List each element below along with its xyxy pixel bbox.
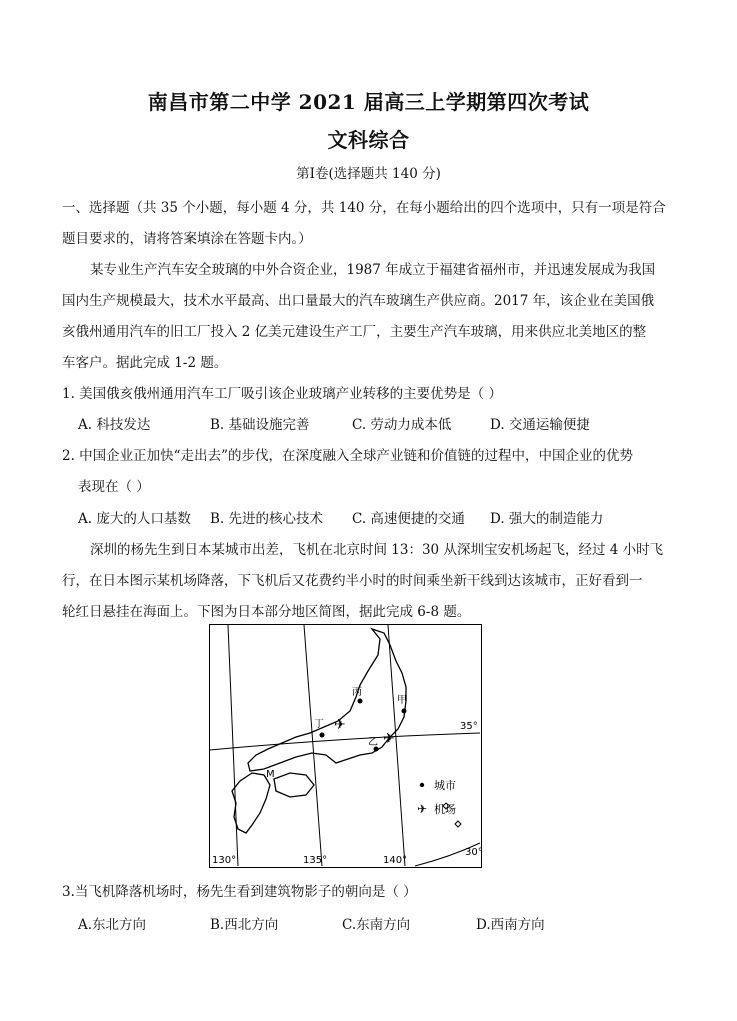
longitude-line-135: [304, 625, 322, 866]
q2-option-c: C. 高速便捷的交通: [352, 511, 465, 527]
q2-stem-line-2: 表现在（ ）: [78, 479, 150, 495]
q2-option-a: A. 庞大的人口基数: [78, 511, 191, 527]
q3-option-b: B.西北方向: [210, 917, 279, 933]
shikoku-island: [274, 773, 314, 797]
legend-airport-label: 机场: [434, 803, 456, 816]
city-ding-dot: [320, 733, 325, 738]
label-lon-130: 130°: [212, 855, 237, 866]
label-lat-30: 30°: [465, 847, 483, 858]
label-lat-35: 35°: [460, 721, 478, 732]
legend-city-label: 城市: [434, 779, 456, 792]
latitude-line-35: [210, 733, 480, 750]
instructions-line-2: 题目要求的，请将答案填涂在答题卡内。）: [62, 231, 312, 247]
passage1-line-2: 国内生产规模最大，技术水平最高、出口量最大的汽车玻璃生产供应商。2017 年，该企业在美国俄: [62, 293, 655, 309]
label-yi: 乙: [368, 737, 378, 748]
label-jia: 甲: [397, 695, 407, 706]
japan-map-svg: [210, 625, 483, 866]
legend-airport-icon: ✈: [417, 802, 428, 816]
q2-stem-line-1: 2. 中国企业正加快“走出去”的步伐，在深度融入全球产业链和价值链的过程中，中国企业的优势: [62, 448, 633, 464]
q2-option-b: B. 先进的核心技术: [210, 511, 324, 527]
passage2-line-1: 深圳的杨先生到日本某城市出差，飞机在北京时间 13：30 从深圳宝安机场起飞，经过 4 小时飞: [90, 542, 664, 558]
kyushu-island: [232, 773, 270, 833]
passage1-line-1: 某专业生产汽车安全玻璃的中外合资企业，1987 年成立于福建省福州市，并迅速发展成为我国: [90, 262, 656, 278]
honshu-island: [248, 629, 406, 771]
instructions-line-1: 一、选择题（共 35 个小题，每小题 4 分，共 140 分，在每小题给出的四个选项中，只有一项是符合: [62, 200, 666, 216]
q1-option-c: C. 劳动力成本低: [352, 417, 452, 433]
label-m: M: [266, 769, 275, 780]
longitude-line-130: [228, 625, 238, 866]
q2-option-d: D. 强大的制造能力: [490, 511, 604, 527]
passage1-line-3: 亥俄州通用汽车的旧工厂投入 2 亿美元建设生产工厂，主要生产汽车玻璃，用来供应北美地区的整: [62, 324, 647, 340]
q3-option-a: A.东北方向: [78, 917, 147, 933]
small-island: [455, 821, 461, 827]
label-lon-135: 135°: [303, 855, 328, 866]
japan-map: [209, 624, 482, 868]
city-bing-dot: [358, 699, 363, 704]
q1-option-d: D. 交通运输便捷: [490, 417, 590, 433]
q1-stem: 1. 美国俄亥俄州通用汽车工厂吸引该企业玻璃产业转移的主要优势是（ ）: [62, 386, 502, 402]
airport-icon: ✈: [383, 731, 395, 747]
q3-option-c: C.东南方向: [342, 917, 411, 933]
legend-city-dot: [420, 783, 424, 787]
passage2-line-2: 行，在日本图示某机场降落，下飞机后又花费约半小时的时间乘坐新干线到达该城市，正好看到一: [62, 573, 643, 589]
q3-stem: 3.当飞机降落机场时，杨先生看到建筑物影子的朝向是（ ）: [62, 884, 417, 900]
label-bing: 丙: [352, 687, 362, 698]
q3-option-d: D.西南方向: [476, 917, 545, 933]
city-jia-dot: [402, 709, 407, 714]
section-heading: 第Ⅰ卷(选择题共 140 分): [296, 166, 441, 182]
label-lon-140: 140°: [383, 855, 408, 866]
exam-title: 南昌市第二中学 2021 届高三上学期第四次考试: [147, 90, 590, 114]
exam-subtitle: 文科综合: [327, 128, 410, 152]
passage1-line-4: 车客户。据此完成 1-2 题。: [62, 355, 228, 371]
passage2-line-3: 轮红日悬挂在海面上。下图为日本部分地区简图，据此完成 6-8 题。: [62, 604, 471, 620]
q1-option-a: A. 科技发达: [78, 417, 151, 433]
q1-option-b: B. 基础设施完善: [210, 417, 310, 433]
airport-icon: ✈: [334, 717, 346, 733]
label-ding: 丁: [314, 719, 324, 730]
